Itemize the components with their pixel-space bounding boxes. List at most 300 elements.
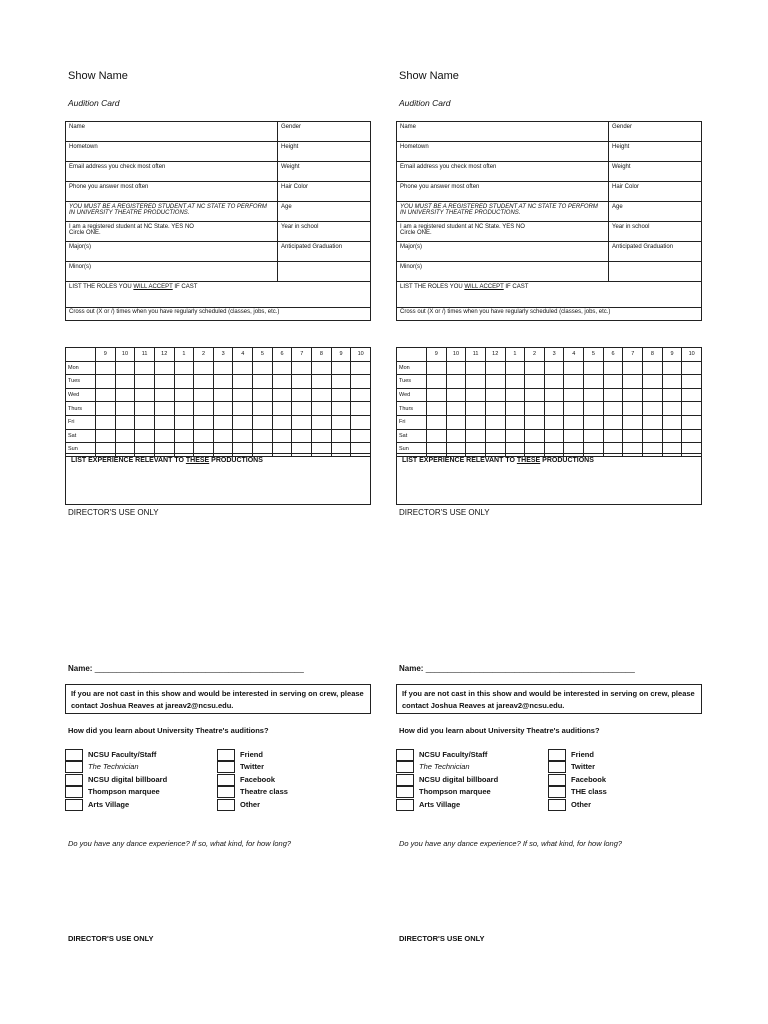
schedule-cell[interactable] [544,429,564,443]
info-field-right[interactable] [278,262,371,282]
source-option[interactable] [548,774,698,786]
schedule-cell[interactable] [213,415,233,429]
schedule-cell[interactable] [623,388,643,402]
schedule-cell[interactable] [662,388,682,402]
schedule-cell[interactable] [544,415,564,429]
schedule-cell[interactable] [351,429,371,443]
hour-header-row [397,348,702,362]
schedule-cell[interactable] [174,361,194,375]
source-option[interactable] [65,799,215,811]
info-field-left[interactable]: Email address you check most often [397,162,609,182]
option-label: Theatre class [240,787,288,797]
source-option[interactable] [548,799,698,811]
schedule-cell[interactable] [643,402,663,416]
checkbox[interactable] [65,799,83,811]
schedule-cell[interactable] [331,402,351,416]
schedule-cell[interactable] [351,415,371,429]
roles-field[interactable] [397,282,702,308]
schedule-cell[interactable] [427,402,447,416]
roles-row[interactable] [397,282,702,308]
schedule-cell[interactable] [194,402,214,416]
schedule-cell[interactable] [194,375,214,389]
schedule-cell[interactable] [427,361,447,375]
checkbox[interactable] [548,774,566,786]
experience-suffix: PRODUCTIONS [209,457,263,464]
hour-label: 7 [623,348,643,362]
schedule-cell[interactable] [174,429,194,443]
schedule-cell[interactable] [213,361,233,375]
info-field-left[interactable]: YOU MUST BE A REGISTERED STUDENT AT NC STATE TO PERFORM IN UNIVERSITY THEATRE PRODUCTIONS. [397,202,609,222]
info-field-left[interactable]: Phone you answer most often [66,182,278,202]
info-row [397,262,702,282]
schedule-cell[interactable] [505,402,525,416]
info-field-right[interactable]: Weight [609,162,702,182]
schedule-cell[interactable] [525,429,545,443]
info-field-right[interactable]: Gender [278,122,371,142]
checkbox[interactable] [396,799,414,811]
schedule-cell[interactable] [505,388,525,402]
schedule-cell[interactable] [525,375,545,389]
schedule-cell[interactable] [331,429,351,443]
schedule-cell[interactable] [466,415,486,429]
schedule-cell[interactable] [564,361,584,375]
schedule-cell[interactable] [485,375,505,389]
experience-box[interactable] [65,453,371,505]
schedule-cell[interactable] [135,415,155,429]
schedule-cell[interactable] [213,402,233,416]
hour-label: 2 [194,348,214,362]
schedule-header: Cross out (X or /) times when you have regularly scheduled (classes, jobs, etc.) [66,308,371,321]
option-label: Twitter [240,762,265,772]
hour-label: 10 [682,348,702,362]
source-option[interactable] [396,749,546,761]
schedule-cell[interactable] [154,375,174,389]
info-field-left[interactable]: Phone you answer most often [397,182,609,202]
schedule-cell[interactable] [233,388,253,402]
schedule-cell[interactable] [115,402,135,416]
checkbox[interactable] [548,799,566,811]
day-label: Wed [66,388,96,402]
schedule-cell[interactable] [135,388,155,402]
schedule-cell[interactable] [544,361,564,375]
checkbox[interactable] [65,786,83,798]
info-field-right[interactable]: Height [278,142,371,162]
schedule-cell[interactable] [525,361,545,375]
schedule-cell[interactable] [272,375,292,389]
info-field-right[interactable]: Gender [609,122,702,142]
schedule-cell[interactable] [584,361,604,375]
schedule-cell[interactable] [662,402,682,416]
schedule-cell[interactable] [662,361,682,375]
schedule-cell[interactable] [564,415,584,429]
schedule-cell[interactable] [466,388,486,402]
checkbox[interactable] [396,749,414,761]
source-option[interactable] [217,774,367,786]
schedule-cell[interactable] [505,415,525,429]
schedule-cell[interactable] [466,375,486,389]
directors-use-label: DIRECTOR'S USE ONLY [399,508,490,517]
info-field-right[interactable]: Hair Color [609,182,702,202]
checkbox[interactable] [396,774,414,786]
info-row [66,142,371,162]
checkbox[interactable] [548,786,566,798]
checkbox[interactable] [217,761,235,773]
info-field-right[interactable] [609,262,702,282]
hour-label: 9 [331,348,351,362]
checkbox[interactable] [65,774,83,786]
schedule-cell[interactable] [194,429,214,443]
schedule-cell[interactable] [312,388,332,402]
source-option[interactable] [217,786,367,798]
schedule-cell[interactable] [194,415,214,429]
schedule-cell[interactable] [135,361,155,375]
schedule-cell[interactable] [292,402,312,416]
info-field-left[interactable]: Minor(s) [397,262,609,282]
roles-row[interactable] [66,282,371,308]
schedule-cell[interactable] [96,429,116,443]
schedule-cell[interactable] [253,375,273,389]
info-field-right[interactable]: Height [609,142,702,162]
info-field-left[interactable]: Minor(s) [66,262,278,282]
checkbox[interactable] [548,749,566,761]
schedule-cell[interactable] [233,429,253,443]
checkbox[interactable] [217,774,235,786]
schedule-cell[interactable] [446,429,466,443]
schedule-cell[interactable] [292,429,312,443]
day-label: Thurs [397,402,427,416]
source-option[interactable] [217,749,367,761]
info-field-left[interactable]: Hometown [397,142,609,162]
schedule-cell[interactable] [662,415,682,429]
schedule-cell[interactable] [272,388,292,402]
schedule-cell[interactable] [662,429,682,443]
schedule-cell[interactable] [544,402,564,416]
schedule-cell[interactable] [292,375,312,389]
schedule-cell[interactable] [194,361,214,375]
schedule-cell[interactable] [623,429,643,443]
day-row [66,361,371,375]
source-option[interactable] [396,774,546,786]
schedule-cell[interactable] [96,388,116,402]
schedule-cell[interactable] [272,361,292,375]
schedule-cell[interactable] [485,402,505,416]
schedule-cell[interactable] [682,388,702,402]
schedule-cell[interactable] [272,429,292,443]
source-option[interactable] [548,786,698,798]
hour-label: 4 [564,348,584,362]
schedule-cell[interactable] [194,388,214,402]
schedule-cell[interactable] [466,402,486,416]
schedule-cell[interactable] [174,415,194,429]
schedule-cell[interactable] [233,361,253,375]
schedule-cell[interactable] [272,402,292,416]
source-option[interactable] [548,761,698,773]
schedule-cell[interactable] [154,388,174,402]
name-field[interactable] [68,664,304,673]
info-row [397,182,702,202]
schedule-cell[interactable] [682,361,702,375]
experience-box[interactable] [396,453,702,505]
schedule-cell[interactable] [115,375,135,389]
source-option[interactable] [217,761,367,773]
schedule-cell[interactable] [253,415,273,429]
schedule-cell[interactable] [292,415,312,429]
info-row [66,202,371,222]
source-option[interactable] [217,799,367,811]
info-row [397,122,702,142]
experience-prefix: LIST EXPERIENCE RELEVANT TO [71,457,186,464]
option-label: Other [571,799,592,809]
source-option[interactable] [396,799,546,811]
schedule-cell[interactable] [213,375,233,389]
source-option[interactable] [396,761,546,773]
option-label: Other [240,799,261,809]
schedule-cell[interactable] [154,415,174,429]
schedule-cell[interactable] [603,375,623,389]
directors-use-label: DIRECTOR'S USE ONLY [68,508,159,517]
hour-label: 1 [505,348,525,362]
schedule-cell[interactable] [213,388,233,402]
info-field-left[interactable]: YOU MUST BE A REGISTERED STUDENT AT NC STATE TO PERFORM IN UNIVERSITY THEATRE PRODUCTIONS. [66,202,278,222]
info-field-left[interactable]: Name [66,122,278,142]
day-label: Mon [397,361,427,375]
schedule-cell[interactable] [643,415,663,429]
info-field-right[interactable]: Anticipated Graduation [278,242,371,262]
source-option[interactable] [548,749,698,761]
schedule-cell[interactable] [584,388,604,402]
schedule-cell[interactable] [233,375,253,389]
checkbox[interactable] [65,761,83,773]
info-field-right[interactable]: Age [609,202,702,222]
schedule-cell[interactable] [351,402,371,416]
source-option[interactable] [65,786,215,798]
learn-question: How did you learn about University Theatre's auditions? [399,726,600,735]
schedule-cell[interactable] [253,361,273,375]
schedule-cell[interactable] [603,361,623,375]
schedule-header: Cross out (X or /) times when you have regularly scheduled (classes, jobs, etc.) [397,308,702,321]
schedule-cell[interactable] [505,361,525,375]
schedule-cell[interactable] [312,375,332,389]
schedule-cell[interactable] [584,429,604,443]
schedule-cell[interactable] [603,402,623,416]
schedule-cell[interactable] [525,415,545,429]
schedule-cell[interactable] [154,429,174,443]
checkbox[interactable] [396,761,414,773]
schedule-cell[interactable] [331,375,351,389]
schedule-cell[interactable] [174,402,194,416]
schedule-cell[interactable] [603,388,623,402]
schedule-cell[interactable] [564,388,584,402]
option-label: Thompson marquee [419,787,491,797]
schedule-cell[interactable] [135,402,155,416]
day-row [66,388,371,402]
schedule-cell[interactable] [564,375,584,389]
schedule-cell[interactable] [643,429,663,443]
schedule-cell[interactable] [331,388,351,402]
day-row [397,361,702,375]
source-option[interactable] [65,774,215,786]
schedule-cell[interactable] [505,375,525,389]
schedule-cell[interactable] [233,402,253,416]
schedule-cell[interactable] [253,429,273,443]
schedule-cell[interactable] [292,388,312,402]
schedule-cell[interactable] [466,361,486,375]
schedule-cell[interactable] [135,375,155,389]
schedule-cell[interactable] [643,375,663,389]
schedule-cell[interactable] [446,361,466,375]
hour-label: 11 [135,348,155,362]
schedule-cell[interactable] [154,361,174,375]
experience-suffix: PRODUCTIONS [540,457,594,464]
hour-label: 6 [603,348,623,362]
schedule-cell[interactable] [564,429,584,443]
info-field-left[interactable]: I am a registered student at NC State. YES NO Circle ONE. [66,222,278,242]
source-option[interactable] [65,761,215,773]
hour-label: 10 [446,348,466,362]
schedule-cell[interactable] [96,361,116,375]
schedule-cell[interactable] [623,402,643,416]
schedule-cell[interactable] [485,361,505,375]
schedule-cell[interactable] [272,415,292,429]
schedule-cell[interactable] [253,402,273,416]
schedule-cell[interactable] [643,361,663,375]
hour-label: 6 [272,348,292,362]
checkbox[interactable] [65,749,83,761]
schedule-cell[interactable] [331,361,351,375]
hour-label: 5 [584,348,604,362]
schedule-cell[interactable] [525,402,545,416]
info-field-right[interactable]: Year in school [609,222,702,242]
schedule-cell[interactable] [115,388,135,402]
info-field-right[interactable]: Year in school [278,222,371,242]
schedule-cell[interactable] [525,388,545,402]
schedule-cell[interactable] [584,375,604,389]
schedule-cell[interactable] [485,415,505,429]
schedule-cell[interactable] [544,375,564,389]
schedule-cell[interactable] [662,375,682,389]
schedule-cell[interactable] [351,361,371,375]
schedule-cell[interactable] [115,361,135,375]
checkbox[interactable] [396,786,414,798]
hour-label: 9 [662,348,682,362]
schedule-cell[interactable] [584,402,604,416]
hour-label: 10 [115,348,135,362]
schedule-cell[interactable] [466,429,486,443]
option-label: The Technician [419,762,470,772]
schedule-cell[interactable] [584,415,604,429]
schedule-cell[interactable] [682,402,702,416]
info-table [396,121,702,321]
info-field-right[interactable]: Weight [278,162,371,182]
schedule-cell[interactable] [312,429,332,443]
name-label: Name: [399,664,424,673]
schedule-cell[interactable] [643,388,663,402]
schedule-cell[interactable] [505,429,525,443]
schedule-cell[interactable] [233,415,253,429]
info-field-right[interactable]: Age [278,202,371,222]
schedule-cell[interactable] [427,415,447,429]
schedule-cell[interactable] [351,375,371,389]
info-field-left[interactable]: Major(s) [66,242,278,262]
schedule-cell[interactable] [427,388,447,402]
schedule-cell[interactable] [96,415,116,429]
schedule-cell[interactable] [446,402,466,416]
schedule-cell[interactable] [351,388,371,402]
schedule-cell[interactable] [312,361,332,375]
schedule-cell[interactable] [446,388,466,402]
roles-prefix: LIST THE ROLES YOU [69,284,134,290]
schedule-cell[interactable] [682,429,702,443]
schedule-cell[interactable] [682,415,702,429]
checkbox[interactable] [217,786,235,798]
info-field-left[interactable]: Email address you check most often [66,162,278,182]
schedule-cell[interactable] [154,402,174,416]
checkbox[interactable] [548,761,566,773]
info-field-left[interactable]: Major(s) [397,242,609,262]
schedule-cell[interactable] [603,415,623,429]
roles-field[interactable] [66,282,371,308]
schedule-cell[interactable] [174,388,194,402]
name-blank[interactable]: _______________________________________________ [425,664,635,673]
schedule-cell[interactable] [485,429,505,443]
schedule-cell[interactable] [623,415,643,429]
source-option[interactable] [65,749,215,761]
checkbox[interactable] [217,799,235,811]
schedule-cell[interactable] [115,415,135,429]
schedule-cell[interactable] [96,375,116,389]
option-label: THE class [571,787,607,797]
info-field-left[interactable]: Hometown [66,142,278,162]
hour-label: 9 [427,348,447,362]
hour-label: 1 [174,348,194,362]
schedule-cell[interactable] [174,375,194,389]
schedule-cell[interactable] [446,375,466,389]
option-label: NCSU digital billboard [88,774,168,784]
schedule-cell[interactable] [603,429,623,443]
schedule-cell[interactable] [564,402,584,416]
checkbox[interactable] [217,749,235,761]
schedule-cell[interactable] [331,415,351,429]
schedule-cell[interactable] [292,361,312,375]
card-subtitle: Audition Card [399,98,451,108]
schedule-cell[interactable] [312,402,332,416]
info-field-left[interactable]: I am a registered student at NC State. YES NO Circle ONE. [397,222,609,242]
schedule-grid [65,347,371,457]
name-blank[interactable]: _______________________________________________ [94,664,304,673]
schedule-cell[interactable] [312,415,332,429]
schedule-cell[interactable] [544,388,564,402]
day-label: Fri [397,415,427,429]
info-field-right[interactable]: Hair Color [278,182,371,202]
info-field-right[interactable]: Anticipated Graduation [609,242,702,262]
schedule-cell[interactable] [96,402,116,416]
schedule-cell[interactable] [213,429,233,443]
schedule-cell[interactable] [446,415,466,429]
schedule-cell[interactable] [485,388,505,402]
info-field-left[interactable]: Name [397,122,609,142]
schedule-cell[interactable] [623,375,643,389]
schedule-cell[interactable] [682,375,702,389]
schedule-cell[interactable] [427,429,447,443]
schedule-cell[interactable] [253,388,273,402]
schedule-cell[interactable] [427,375,447,389]
option-label: Thompson marquee [88,787,160,797]
schedule-cell[interactable] [135,429,155,443]
name-field[interactable] [399,664,635,673]
schedule-cell[interactable] [623,361,643,375]
schedule-cell[interactable] [115,429,135,443]
source-option[interactable] [396,786,546,798]
